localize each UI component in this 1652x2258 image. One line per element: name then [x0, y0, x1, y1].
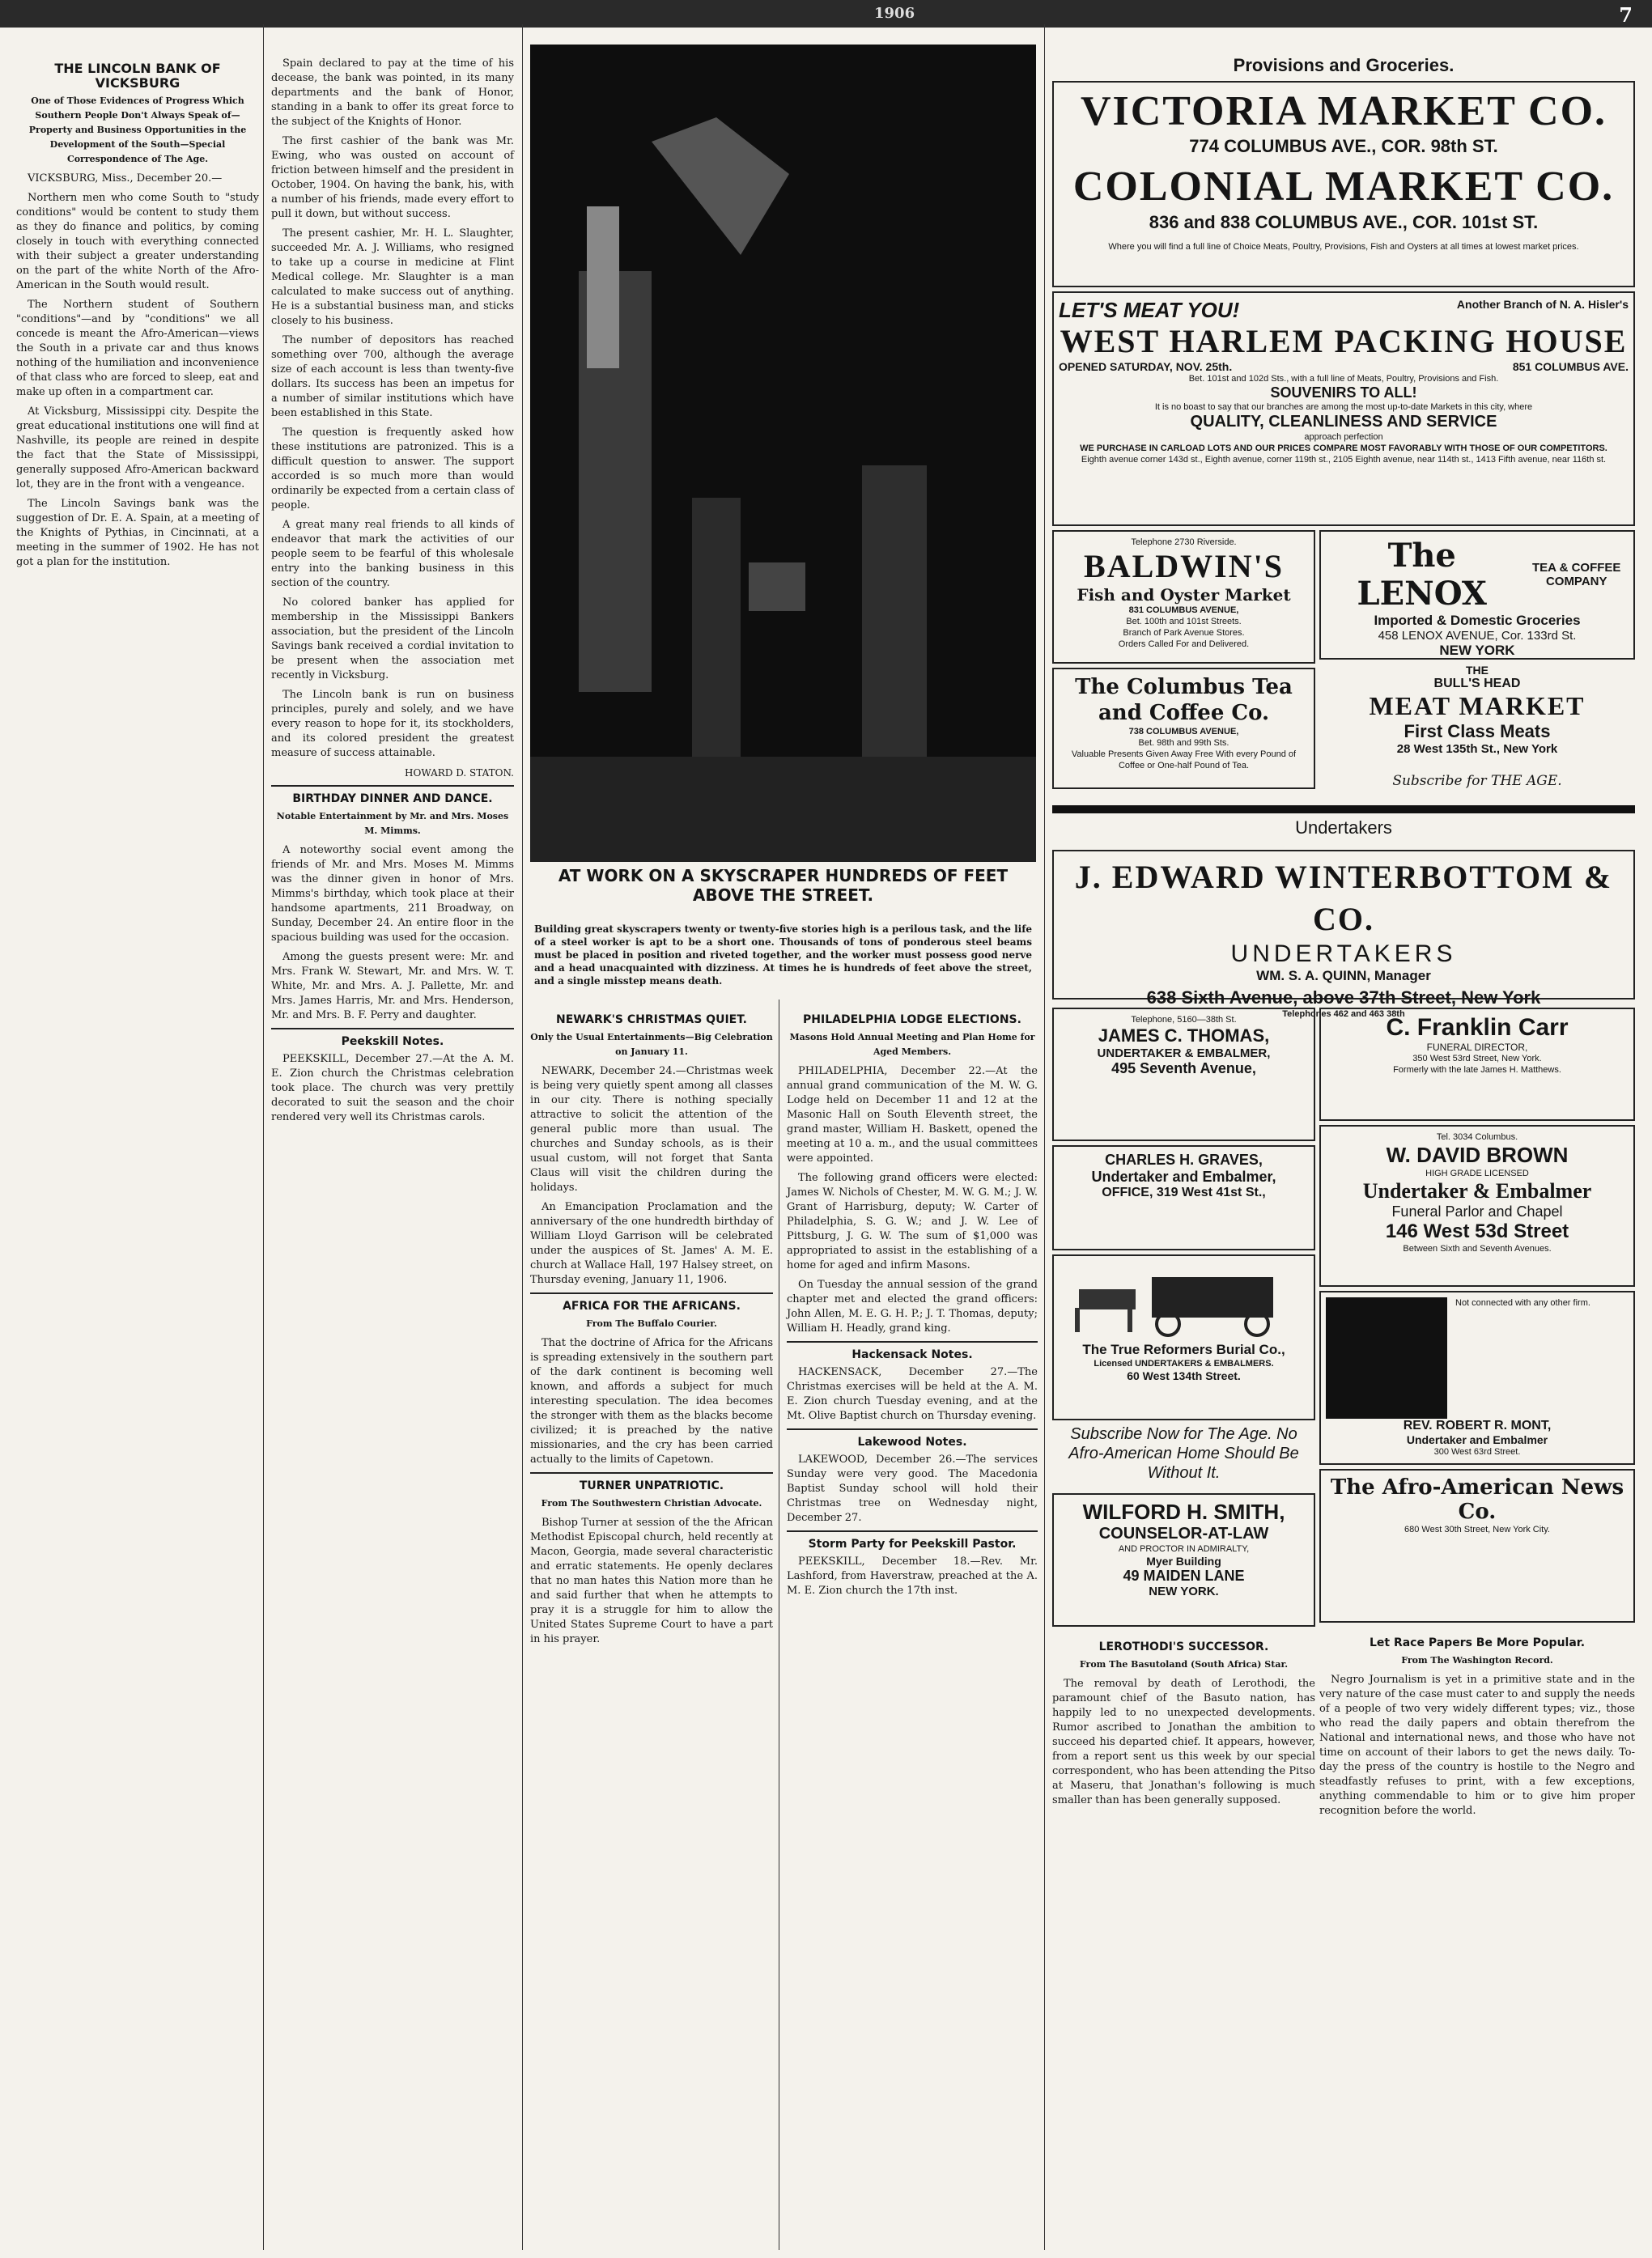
article-subhead: Notable Entertainment by Mr. and Mrs. Moses M. Mimms. — [276, 811, 509, 836]
ad-phone: Telephone, 5160—38th St. — [1131, 1015, 1237, 1025]
article-headline: BIRTHDAY DINNER AND DANCE. — [292, 792, 493, 805]
ad-address: 774 COLUMBUS AVE., COR. 98th ST. — [1189, 136, 1498, 156]
paragraph: The following grand officers were elected: James W. Nichols of Chester, M. W. G. M.; J. W. Grant of Harrisburg, deputy; W. Carter of Philadelphia, S. G. W.; and J. W. Lee of Pittsburg, J. G. W. The sum of $1,000 was appropriated to assist in the establishing of a home for aged and infirm Masons. — [787, 1172, 1038, 1271]
ad-address: 60 West 134th Street. — [1127, 1369, 1241, 1382]
article-headline: Lakewood Notes. — [857, 1436, 967, 1449]
paragraph: The number of depositors has reached something over 700, although the average size of each account is less than twenty-five dollars. Its success has been an impetus for a number of similar institutions which have been established in this State. — [271, 334, 514, 419]
ad-name: VICTORIA MARKET CO. — [1080, 88, 1607, 134]
ad-note: Not connected with any other firm. — [1455, 1298, 1590, 1308]
ad-name: W. DAVID BROWN — [1386, 1143, 1569, 1167]
article-headline: PHILADELPHIA LODGE ELECTIONS. — [803, 1013, 1021, 1026]
column-2 — [271, 57, 514, 2242]
ad-purchase: WE PURCHASE IN CARLOAD LOTS AND OUR PRICES COMPARE MOST FAVORABLY WITH THOSE OF OUR COMPETITORS. — [1080, 444, 1607, 453]
dateline: VICKSBURG, Miss., December 20.— — [28, 172, 223, 185]
column-rule — [263, 24, 264, 2250]
ad-sub: FUNERAL DIRECTOR, — [1426, 1042, 1528, 1053]
ad-name: The LENOX — [1357, 537, 1487, 613]
paragraph: Among the guests present were: Mr. and Mrs. Frank W. Stewart, Mr. and Mrs. W. T. White, Mr. and Mrs. A. J. Pallette, Mr. and Mrs. James Harris, Mr. and Mrs. Henderson, Mr. and Mrs. B. F. Perry and daughter. — [271, 951, 514, 1021]
article-lerothodi — [1052, 1635, 1315, 2250]
ad-name: COLONIAL MARKET CO. — [1072, 163, 1615, 210]
article-subhead: From The Washington Record. — [1401, 1655, 1553, 1666]
ad-reformers — [1052, 1254, 1315, 1420]
article-subhead: From The Southwestern Christian Advocate. — [541, 1498, 762, 1509]
paragraph: The removal by death of Lerothodi, the paramount chief of the Basuto nation, has happily led to no unexpected developments. Rumor ascribed to Jonathan the ambition to succeed his departed chief. It appears, however, from a report sent us this week by our special correspondent, who has been attending the Pitso at Maseru, that Jonathan's following is much smaller than has been generally supposed. — [1052, 1678, 1315, 1806]
column-rule — [1044, 24, 1045, 2250]
paragraph: NEWARK, December 24.—Christmas week is being very quietly spent among all classes in our city. There is nothing specially attractive to solicit the attention of the general public more than usual. The churches and Sunday schools, as is their usual custom, will not forget that Santa Claus will visit the children during the holidays. — [530, 1065, 773, 1194]
paragraph: HACKENSACK, December 27.—The Christmas exercises will be held at the A. M. E. Zion church Tuesday evening, and at the Mt. Olive Baptist church on Thursday evening. — [787, 1366, 1038, 1422]
ad-building: Myer Building — [1146, 1555, 1221, 1568]
ad-address: 831 COLUMBUS AVENUE, — [1128, 605, 1239, 615]
ad-line: Bet. 101st and 102d Sts., with a full line of Meats, Poultry, Provisions and Fish. — [1188, 374, 1499, 384]
ad-name: J. EDWARD WINTERBOTTOM & CO. — [1074, 859, 1613, 937]
paragraph: A noteworthy social event among the friends of Mr. and Mrs. Moses M. Mimms was the dinner given in honor of Mrs. Mimms's birthday, which took place at their handsome apartments, 211 Broadway, on Sunday, December 24. An entire floor in the spacious building was used for the occasion. — [271, 844, 514, 944]
ad-sub: UNDERTAKER & EMBALMER, — [1097, 1046, 1271, 1060]
article-headline: LEROTHODI'S SUCCESSOR. — [1098, 1640, 1269, 1653]
ad-sub: Undertaker & Embalmer — [1362, 1179, 1592, 1203]
ad-orders: Orders Called For and Delivered. — [1118, 639, 1250, 649]
paragraph: LAKEWOOD, December 26.—The services Sunday were very good. The Macedonia Baptist Sunday school will hold their Christmas tree on Wednesday night, December 27. — [787, 1454, 1038, 1524]
ad-address: 738 COLUMBUS AVENUE, — [1128, 727, 1239, 736]
ad-address: 638 Sixth Avenue, above 37th Street, New York — [1146, 987, 1541, 1008]
ad-smith — [1052, 1493, 1315, 1627]
article-headline: NEWARK'S CHRISTMAS QUIET. — [556, 1013, 747, 1026]
section-provisions: Provisions and Groceries. — [1233, 55, 1455, 75]
photo-image — [530, 45, 1036, 862]
ad-souvenirs: SOUVENIRS TO ALL! — [1270, 384, 1417, 401]
paragraph: The first cashier of the bank was Mr. Ewing, who was ousted on account of friction between himself and the president in October, 1904. On having the bank, his, with a number of his friends, made every effort to pull it down, but without success. — [271, 135, 514, 220]
paragraph: That the doctrine of Africa for the Africans is spreading extensively in the southern part of the dark continent is becoming well known, and affords a subject for much interesting speculation. The idea becomes the stronger with them as the blacks become civilized; it is preached by the native missionaries, and the cry has been carried actually to the limits of Capetown. — [530, 1337, 773, 1466]
ad-manager: WM. S. A. QUINN, Manager — [1256, 968, 1431, 983]
ad-columbus-tea — [1052, 668, 1315, 789]
ad-name: WILFORD H. SMITH, — [1082, 1500, 1285, 1524]
ad-bulls-head — [1319, 664, 1635, 769]
column-rule — [522, 24, 523, 2250]
ad-formerly: Formerly with the late James H. Matthews. — [1393, 1065, 1561, 1075]
ad-branches: Eighth avenue corner 143d st., Eighth avenue, corner 119th st., 2105 Eighth avenue, near 114th st., 1413 Fifth avenue, near 116th st. — [1081, 455, 1607, 465]
ad-address: 458 LENOX AVENUE, Cor. 133rd St. — [1378, 629, 1577, 643]
ad-address: 851 COLUMBUS AVE. — [1512, 360, 1629, 373]
section-undertakers: Undertakers — [1295, 817, 1392, 838]
ad-address: 495 Seventh Avenue, — [1111, 1060, 1256, 1076]
ad-boast: It is no boast to say that our branches are among the most up-to-date Markets in this city, where — [1154, 402, 1533, 412]
skyscraper-photo — [530, 45, 1036, 862]
ad-sub: Fish and Oyster Market — [1077, 585, 1291, 605]
paragraph: Negro Journalism is yet in a primitive state and in the very nature of the case must cater to and supply the needs of a people of two very widely different types; viz., those who read the daily papers and obtain therefrom the National and international news, and those who have not time on account of their labors to get the news daily. To-day the press of the country is hostile to the Negro and steadfastly refuses to print, with a few exceptions, anything commendable to him or to give him proper recognition before the world. — [1319, 1674, 1635, 1817]
column-3 — [530, 1008, 773, 2246]
ad-opened: OPENED SATURDAY, NOV. 25th. — [1059, 360, 1233, 373]
ad-carr — [1319, 1008, 1635, 1121]
divider — [271, 785, 514, 787]
ad-graves — [1052, 1145, 1315, 1250]
paragraph: An Emancipation Proclamation and the anniversary of the one hundredth birthday of William Lloyd Garrison will be celebrated under the auspices of St. James' A. M. E. church at Wallace Hall, 197 Halsey street, on Thursday evening, January 11, 1906. — [530, 1201, 773, 1286]
ad-presents: Valuable Presents Given Away Free With every Pound of Coffee or One-half Pound of Tea. — [1071, 749, 1297, 770]
ad-address: 49 MAIDEN LANE — [1123, 1568, 1245, 1584]
divider — [787, 1341, 1038, 1343]
ad-mont — [1319, 1291, 1635, 1465]
article-headline: Let Race Papers Be More Popular. — [1369, 1636, 1586, 1649]
ad-the: THE — [1466, 664, 1488, 677]
ad-winterbottom — [1052, 850, 1635, 1019]
ad-city: NEW YORK. — [1149, 1585, 1219, 1598]
ad-between: Between Sixth and Seventh Avenues. — [1403, 1244, 1552, 1254]
article-subhead: From The Basutoland (South Africa) Star. — [1079, 1659, 1289, 1670]
ad-sub: Licensed UNDERTAKERS & EMBALMERS. — [1094, 1359, 1274, 1369]
paragraph: The present cashier, Mr. H. L. Slaughter, succeeded Mr. A. J. Williams, who resigned to take up a course in medicine at Flint Medical college. Mr. Slaughter is a man calculated to make success out of anything. He is a substantial business man, and sticks closely to his business. — [271, 227, 514, 327]
divider — [787, 1428, 1038, 1430]
ad-address: 146 West 53d Street — [1385, 1220, 1569, 1242]
ad-address: 680 West 30th Street, New York City. — [1404, 1525, 1550, 1534]
ad-city: NEW YORK — [1439, 643, 1515, 658]
ad-quality: QUALITY, CLEANLINESS AND SERVICE — [1190, 413, 1497, 431]
paragraph: Spain declared to pay at the time of his decease, the bank was pointed, in its many departments and the bank of Honor, standing in a bank to offer its great force to the subject of the Knights of Honor. — [271, 57, 514, 128]
ad-name: CHARLES H. GRAVES, — [1105, 1152, 1263, 1168]
paragraph: The Northern student of Southern "conditions"—and by "conditions" we all concede is meant the Afro-American—views the South in a private car and thus knows nothing of the humiliation and inconvenience of that class who are forced to sleep, eat and make up often in a compartment car. — [16, 299, 259, 398]
ad-branch: Another Branch of N. A. Hisler's — [1456, 298, 1629, 311]
column-1 — [16, 57, 259, 2242]
ad-name: The Afro-American News Co. — [1330, 1475, 1624, 1524]
article-headline: Peekskill Notes. — [341, 1035, 444, 1048]
divider — [787, 1530, 1038, 1532]
divider — [271, 1028, 514, 1029]
paragraph: The Lincoln bank is run on business principles, purely and solely, and we have every reason to hope for it, its stockholders, and its colored president the greatest measure of success attainable. — [271, 689, 514, 759]
ad-meat: MEAT MARKET — [1369, 691, 1586, 720]
ad-name: The True Reformers Burial Co., — [1082, 1342, 1285, 1357]
ad-lenox — [1319, 530, 1635, 660]
ad-sub: COUNSELOR-AT-LAW — [1098, 1525, 1269, 1543]
article-headline: THE LINCOLN BANK OF VICKSBURG — [54, 61, 221, 91]
ad-name: BULL'S HEAD — [1433, 677, 1521, 690]
article-headline: Hackensack Notes. — [851, 1348, 973, 1361]
paragraph: Northern men who come South to "study conditions" would be content to study them as they do finance and politics, by coming closely in touch with everything connected with their subject a greater understanding on the part of the white North of the Afro-American in the South would result. — [16, 192, 259, 291]
ad-name: JAMES C. THOMAS, — [1098, 1025, 1270, 1046]
ad-sub: Undertaker and Embalmer — [1406, 1433, 1548, 1446]
paragraph: A great many real friends to all kinds of endeavor that mark the activities of our people seem to be fearful of this wholesale entry into the banking business in this section of the country. — [271, 519, 514, 589]
ad-name: BALDWIN'S — [1084, 548, 1284, 584]
article-subhead: Only the Usual Entertainments—Big Celebration on January 11. — [530, 1032, 773, 1057]
subscribe-note: Subscribe for THE AGE. — [1392, 773, 1562, 789]
ad-slogan: LET'S MEAT YOU! — [1059, 298, 1240, 322]
ad-parlor: Funeral Parlor and Chapel — [1391, 1203, 1563, 1220]
ad-imported: Imported & Domestic Groceries — [1374, 613, 1581, 628]
photo-caption: AT WORK ON A SKYSCRAPER HUNDREDS OF FEET ABOVE THE STREET. — [558, 866, 1009, 905]
ad-victoria-colonial — [1052, 81, 1635, 287]
ad-name: The Columbus Tea and Coffee Co. — [1075, 675, 1293, 725]
paragraph: At Vicksburg, Mississippi city. Despite the great educational institutions one will find at Nashville, its people are reined in despite the fact that the State of Mississippi, generally supposed Afro-American backward lot, they are in the front with a vengeance. — [16, 405, 259, 490]
paragraph: PEEKSKILL, December 27.—At the A. M. E. Zion church the Christmas celebration took place. The church was very prettily decorated to suit the season and the choir rendered very well its Christmas carols. — [271, 1053, 514, 1123]
article-headline: Storm Party for Peekskill Pastor. — [808, 1538, 1017, 1551]
ad-tea: TEA & COFFEE COMPANY — [1531, 561, 1621, 588]
ad-branch: Branch of Park Avenue Stores. — [1123, 628, 1245, 638]
caption-text: Building great skyscrapers twenty or twenty-five stories high is a perilous task, and the life of a steel worker is apt to be a short one. Thousands of tons of ponderous steel beams must be placed in position and riveted together, and the worker must possess good nerve and a head unacquainted with dizziness. At times he is hundreds of feet above the street, and a single misstep means death. — [534, 923, 1032, 987]
column-4 — [787, 1008, 1038, 2246]
article-headline: AFRICA FOR THE AFRICANS. — [563, 1300, 741, 1313]
paragraph: No colored banker has applied for membership in the Mississippi Bankers association, but the president of the Lincoln Savings bank received a cordial invitation to be present when the association met recently in Vicksburg. — [271, 596, 514, 681]
ad-sub: UNDERTAKERS — [1230, 940, 1457, 967]
paragraph: On Tuesday the annual session of the grand chapter met and elected the grand officers: John Allen, M. E. G. H. P.; J. T. Thomas, deputy; William H. Headly, grand king. — [787, 1279, 1038, 1335]
ad-brown — [1319, 1125, 1635, 1287]
ad-west-harlem — [1052, 291, 1635, 526]
article-subhead: One of Those Evidences of Progress Which Southern People Don't Always Speak of—Property and Business Opportunities in the Development of the South—Special Correspondence of The Age. — [28, 95, 247, 164]
ad-name: REV. ROBERT R. MONT, — [1403, 1419, 1552, 1432]
paragraph: The Lincoln Savings bank was the suggestion of Dr. E. A. Spain, at a meeting of the Knights of Pythias, in Cincinnati, at a meeting in the summer of 1902. He has not got a plan for the institution. — [16, 498, 259, 568]
ad-afro-news — [1319, 1469, 1635, 1623]
ad-approach: approach perfection — [1304, 432, 1383, 442]
ad-thomas — [1052, 1008, 1315, 1141]
hearse-icon — [1063, 1261, 1306, 1338]
ad-phone: Tel. 3034 Columbus. — [1436, 1132, 1518, 1142]
divider-bar — [1052, 805, 1635, 813]
ad-sub: Undertaker and Embalmer, — [1091, 1169, 1276, 1185]
divider — [530, 1292, 773, 1294]
ad-address: 300 West 63rd Street. — [1433, 1447, 1521, 1457]
ad-between: Bet. 98th and 99th Sts. — [1138, 738, 1229, 748]
paragraph: PHILADELPHIA, December 22.—At the annual grand communication of the M. W. G. Lodge held on December 11 and 12 at the Masonic Hall on South Eleventh street, the grand master, William H. Baskett, opened the meeting at 10 a. m., and the usual committees were appointed. — [787, 1065, 1038, 1165]
page-number: 7 — [1619, 3, 1633, 27]
paragraph: PEEKSKILL, December 18.—Rev. Mr. Lashford, from Haverstraw, preached at the A. M. E. Zion church the 17th inst. — [787, 1556, 1038, 1597]
article-headline: TURNER UNPATRIOTIC. — [579, 1479, 724, 1492]
ad-admiralty: AND PROCTOR IN ADMIRALTY, — [1118, 1544, 1250, 1554]
signature: HOWARD D. STATON. — [405, 767, 514, 779]
article-race-papers — [1319, 1631, 1635, 2250]
article-subhead: From The Buffalo Courier. — [586, 1318, 717, 1329]
article-subhead: Masons Hold Annual Meeting and Plan Home for Aged Members. — [789, 1032, 1035, 1057]
ad-name: C. Franklin Carr — [1386, 1014, 1569, 1041]
ad-first: First Class Meats — [1404, 721, 1551, 741]
paragraph: Bishop Turner at session of the the African Methodist Episcopal church, held recently at Macon, Georgia, made several characteristic and erratic statements. He openly declares that no man hates this Nation more than he and said further that when he attempts to pray it is a struggle for him to allow the United States Supreme Court to have a part in his prayer. — [530, 1517, 773, 1645]
ad-baldwins — [1052, 530, 1315, 664]
portrait-photo — [1326, 1297, 1447, 1419]
ad-between: Bet. 100th and 101st Streets. — [1126, 617, 1242, 626]
subscribe-now: Subscribe Now for The Age. No Afro-American Home Should Be Without It. — [1068, 1425, 1299, 1482]
ad-phone: Telephone 2730 Riverside. — [1131, 537, 1237, 547]
ad-address: 350 West 53rd Street, New York. — [1412, 1054, 1542, 1063]
ad-phone: Telephones 462 and 463 38th — [1282, 1009, 1405, 1019]
ad-grade: HIGH GRADE LICENSED — [1425, 1169, 1529, 1178]
ad-name: WEST HARLEM PACKING HOUSE — [1060, 323, 1628, 359]
divider — [530, 1472, 773, 1474]
ad-tagline: Where you will find a full line of Choice Meats, Poultry, Provisions, Fish and Oysters at all times at lowest market prices. — [1108, 242, 1579, 252]
masthead-date: 1906 — [874, 5, 915, 22]
masthead — [0, 0, 1652, 28]
ad-address: 836 and 838 COLUMBUS AVE., COR. 101st ST. — [1149, 212, 1539, 232]
ad-address: 28 West 135th St., New York — [1396, 742, 1558, 756]
ad-office: OFFICE, 319 West 41st St., — [1102, 1186, 1266, 1199]
paragraph: The question is frequently asked how these institutions are patronized. This is a difficult question to answer. The support accorded is so much more than would ordinarily be expected from a certain class of people. — [271, 427, 514, 511]
